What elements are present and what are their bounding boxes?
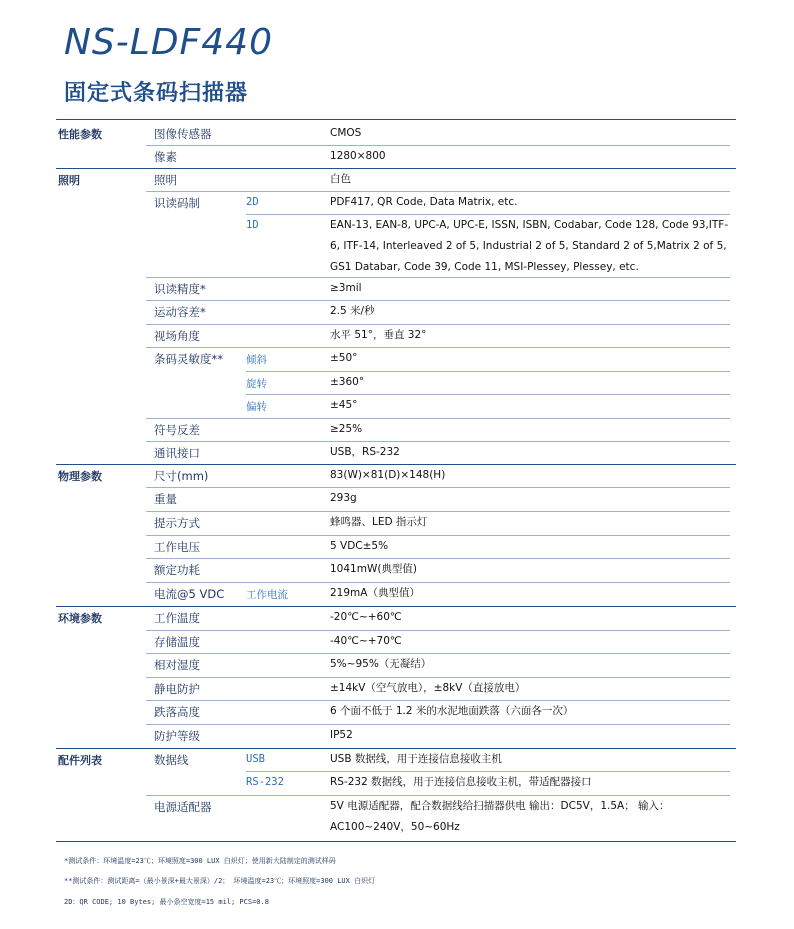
spec-name: 图像传感器 [154, 127, 212, 141]
section-divider [56, 464, 736, 465]
spec-name: 通讯接口 [154, 446, 200, 460]
spec-value: 83(W)×81(D)×148(H) [330, 469, 446, 481]
footnote-2: **测试条件：测试距离=（最小景深+最大景深）/2； 环境温度=23℃；环境照度=300 LUX 白炽灯 [64, 877, 376, 885]
section-label: 照明 [58, 174, 80, 187]
spec-value: USB 数据线，用于连接信息接收主机 [330, 753, 502, 765]
spec-value: EAN-13, EAN-8, UPC-A, UPC-E, ISSN, ISBN, Codabar, Code 128, Code 93,ITF-6, ITF-14, Interleaved 2 of 5, Industrial 2 of 5, Standard 2 of 5,Matrix 2 of 5, GS1 Databar, Code 39, Code 11, MSI-Plessey, Plessey, etc. [330, 219, 729, 273]
spec-value: IP52 [330, 729, 353, 741]
footnote-1: *测试条件：环境温度=23℃；环境照度=300 LUX 白炽灯；使用新大陆制定的测试样码 [64, 857, 336, 865]
spec-name: 防护等级 [154, 729, 200, 743]
spec-subname: 1D [246, 219, 259, 231]
spec-value: 2.5 米/秒 [330, 305, 375, 317]
spec-value: CMOS [330, 127, 362, 139]
spec-name: 电流@5 VDC [154, 587, 225, 601]
spec-name: 工作电压 [154, 540, 200, 554]
spec-name: 相对湿度 [154, 658, 200, 672]
spec-value: -40℃~+70℃ [330, 635, 402, 647]
spec-value: ±14kV（空气放电），±8kV（直接放电） [330, 682, 526, 694]
spec-subname: RS-232 [246, 776, 284, 788]
spec-subname: 倾斜 [246, 354, 267, 366]
spec-name: 像素 [154, 150, 177, 164]
spec-value: 水平 51°，垂直 32° [330, 329, 427, 341]
spec-name: 视场角度 [154, 329, 200, 343]
spec-name: 额定功耗 [154, 563, 200, 577]
section-label: 配件列表 [58, 754, 102, 767]
spec-subname: 工作电流 [246, 589, 288, 601]
spec-value: ±50° [330, 352, 358, 364]
spec-value: 6 个面不低于 1.2 米的水泥地面跌落（六面各一次） [330, 705, 574, 717]
spec-value: ±45° [330, 399, 358, 411]
spec-value: 293g [330, 492, 357, 504]
spec-value: ≥3mil [330, 282, 362, 294]
spec-value: 5%~95%（无凝结） [330, 658, 432, 670]
spec-name: 重量 [154, 492, 177, 506]
section-label: 性能参数 [58, 128, 102, 141]
section-label: 物理参数 [58, 470, 102, 483]
section-divider [56, 606, 736, 607]
spec-value: -20℃~+60℃ [330, 611, 402, 623]
spec-name: 工作温度 [154, 611, 200, 625]
section-divider [56, 748, 736, 749]
spec-value: RS-232 数据线，用于连接信息接收主机，带适配器接口 [330, 776, 592, 788]
spec-name: 数据线 [154, 753, 189, 767]
bottom-divider [56, 841, 736, 842]
model-title: NS-LDF440 [64, 22, 273, 63]
spec-value: PDF417, QR Code, Data Matrix, etc. [330, 196, 518, 208]
spec-name: 静电防护 [154, 682, 200, 696]
spec-name: 提示方式 [154, 516, 200, 530]
spec-value: 5V 电源适配器，配合数据线给扫描器供电 输出：DC5V，1.5A； 输入：AC100~240V，50~60Hz [330, 800, 670, 833]
spec-name: 识读精度* [154, 282, 206, 296]
spec-value: ±360° [330, 376, 365, 388]
spec-value: 1041mW(典型值) [330, 563, 418, 575]
spec-name: 存储温度 [154, 635, 200, 649]
product-subtitle: 固定式条码扫描器 [64, 81, 249, 106]
spec-value: 蜂鸣器、LED 指示灯 [330, 516, 428, 528]
spec-value: 白色 [330, 173, 351, 185]
spec-value: 219mA（典型值） [330, 587, 420, 599]
spec-name: 跌落高度 [154, 705, 200, 719]
spec-value: 5 VDC±5% [330, 540, 389, 552]
spec-value: ≥25% [330, 423, 363, 435]
spec-name: 识读码制 [154, 196, 200, 210]
footnote-3: 2D：QR CODE; 10 Bytes; 最小条空宽度=15 mil; PCS=0.8 [64, 898, 269, 906]
spec-name: 条码灵敏度** [154, 352, 223, 366]
spec-name: 电源适配器 [154, 800, 212, 814]
spec-subname: 偏转 [246, 401, 267, 413]
section-divider [56, 168, 736, 169]
spec-name: 照明 [154, 173, 177, 187]
section-label: 环境参数 [58, 612, 102, 625]
spec-subname: USB [246, 753, 265, 765]
spec-value: USB，RS-232 [330, 446, 400, 458]
spec-name: 符号反差 [154, 423, 200, 437]
spec-subname: 旋转 [246, 378, 267, 390]
spec-value: 1280×800 [330, 150, 386, 162]
spec-name: 尺寸(mm) [154, 469, 209, 483]
spec-subname: 2D [246, 196, 259, 208]
spec-name: 运动容差* [154, 305, 206, 319]
